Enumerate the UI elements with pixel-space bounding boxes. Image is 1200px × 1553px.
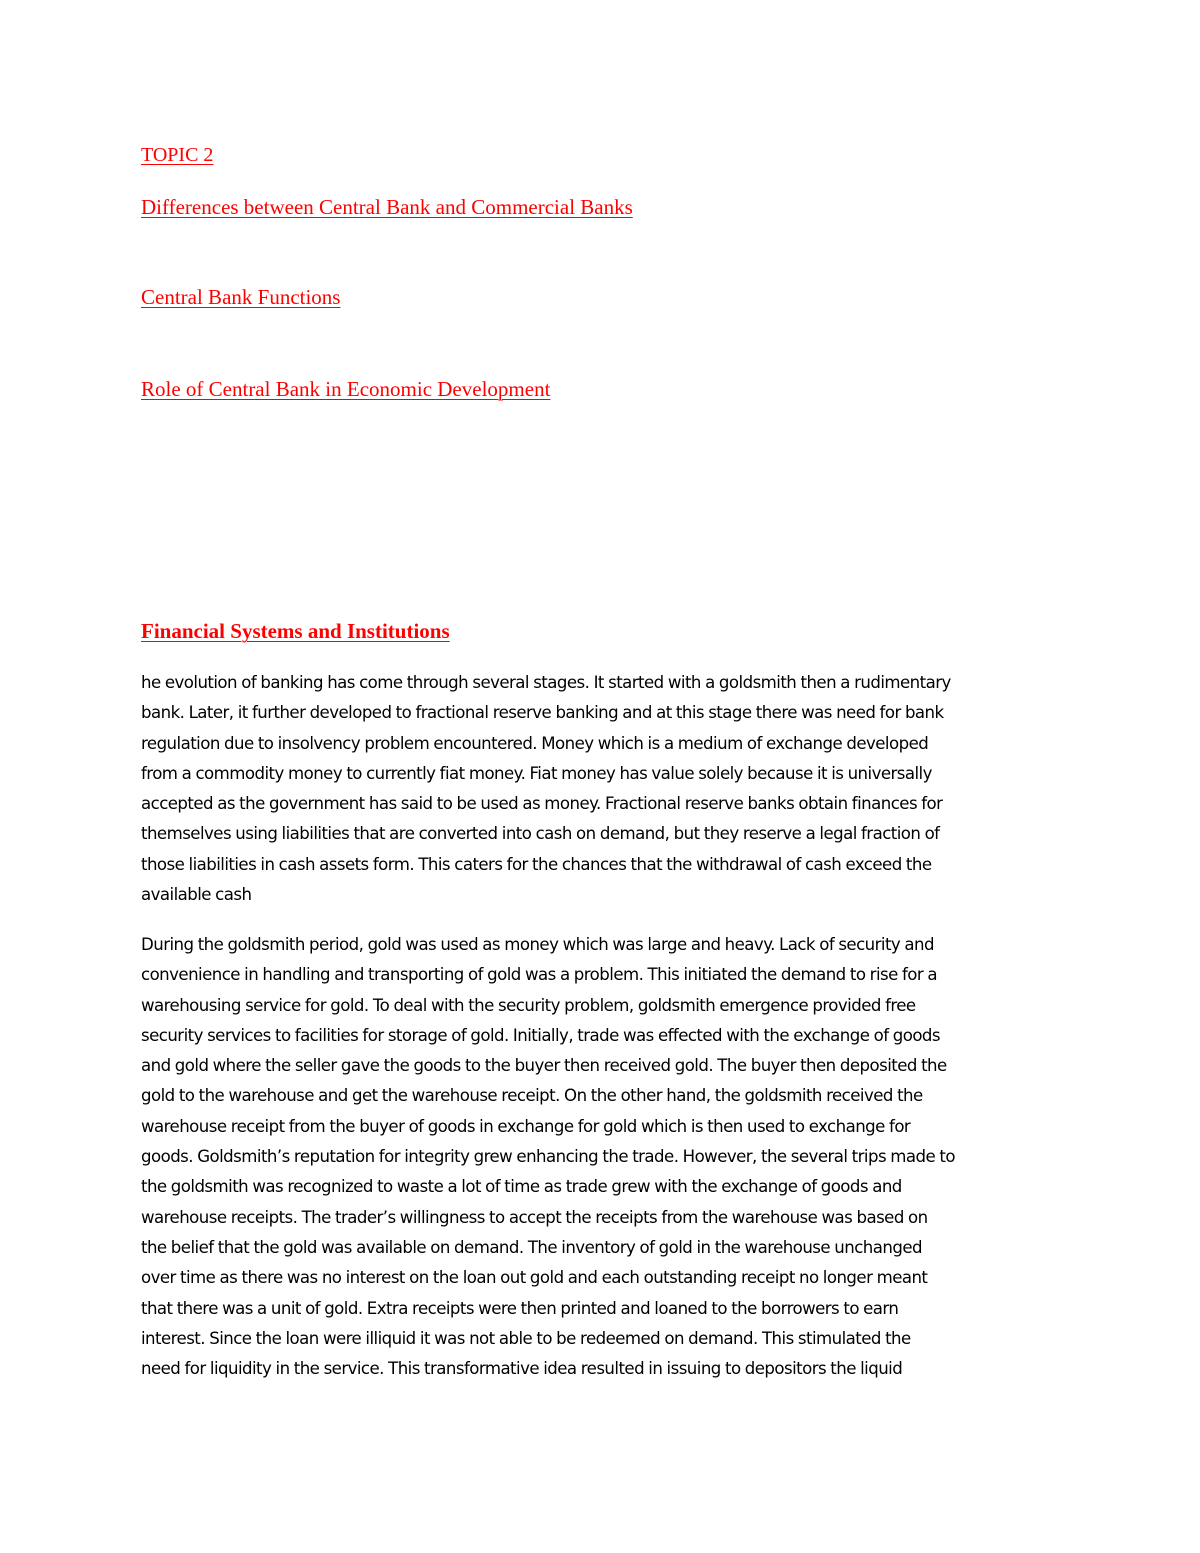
paragraph-line: themselves using liabilities that are converted into cash on demand, but they reserve a legal fraction of [141,824,940,844]
paragraph-line: those liabilities in cash assets form. This caters for the chances that the withdrawal of cash exceed the [141,854,932,874]
paragraph-line: and gold where the seller gave the goods to the buyer then received gold. The buyer then deposited the [141,1056,947,1076]
paragraph-line: security services to facilities for storage of gold. Initially, trade was effected with the exchange of goods [141,1025,941,1045]
paragraph-line: bank. Later, it further developed to fractional reserve banking and at this stage there was need for bank [141,703,944,723]
paragraph-line: he evolution of banking has come through several stages. It started with a goldsmith then a rudimentary [141,673,951,692]
paragraph-line: goods. Goldsmith’s reputation for integrity grew enhancing the trade. However, the several trips made to [141,1147,955,1167]
link-central-bank-functions[interactable]: Central Bank Functions [141,285,341,309]
topic-title: TOPIC 2 [141,144,214,166]
paragraph-line: During the goldsmith period, gold was used as money which was large and heavy. Lack of security and [141,935,934,954]
paragraph-line: from a commodity money to currently fiat money. Fiat money has value solely because it is universally [141,763,932,783]
paragraph-line: regulation due to insolvency problem encountered. Money which is a medium of exchange developed [141,733,929,753]
paragraph-evolution-of-banking [141,668,1071,910]
paragraph-line: warehousing service for gold. To deal with the security problem, goldsmith emergence provided free [141,995,916,1015]
section-heading: Financial Systems and Institutions [141,619,450,643]
paragraph-line: the goldsmith was recognized to waste a lot of time as trade grew with the exchange of goods and [141,1177,902,1197]
paragraph-goldsmith-period [141,930,1071,1384]
paragraph-line: that there was a unit of gold. Extra receipts were then printed and loaned to the borrowers to earn [141,1298,899,1318]
paragraph-line: warehouse receipts. The trader’s willingness to accept the receipts from the warehouse was based on [141,1207,928,1227]
link-role-economic-development[interactable]: Role of Central Bank in Economic Development [141,377,551,401]
paragraph-line: the belief that the gold was available on demand. The inventory of gold in the warehouse unchanged [141,1237,922,1257]
link-differences-central-commercial[interactable]: Differences between Central Bank and Commercial Banks [141,195,633,219]
paragraph-line: gold to the warehouse and get the warehouse receipt. On the other hand, the goldsmith received the [141,1086,923,1106]
paragraph-line: need for liquidity in the service. This transformative idea resulted in issuing to depositors the liquid [141,1359,903,1379]
paragraph-line: warehouse receipt from the buyer of goods in exchange for gold which is then used to exchange for [141,1116,911,1136]
paragraph-line: interest. Since the loan were illiquid it was not able to be redeemed on demand. This stimulated the [141,1328,911,1348]
paragraph-line: accepted as the government has said to be used as money. Fractional reserve banks obtain finances for [141,794,943,814]
paragraph-line: available cash [141,885,252,905]
paragraph-line: over time as there was no interest on the loan out gold and each outstanding receipt no longer meant [141,1268,928,1288]
paragraph-line: convenience in handling and transporting of gold was a problem. This initiated the demand to rise for a [141,965,937,985]
